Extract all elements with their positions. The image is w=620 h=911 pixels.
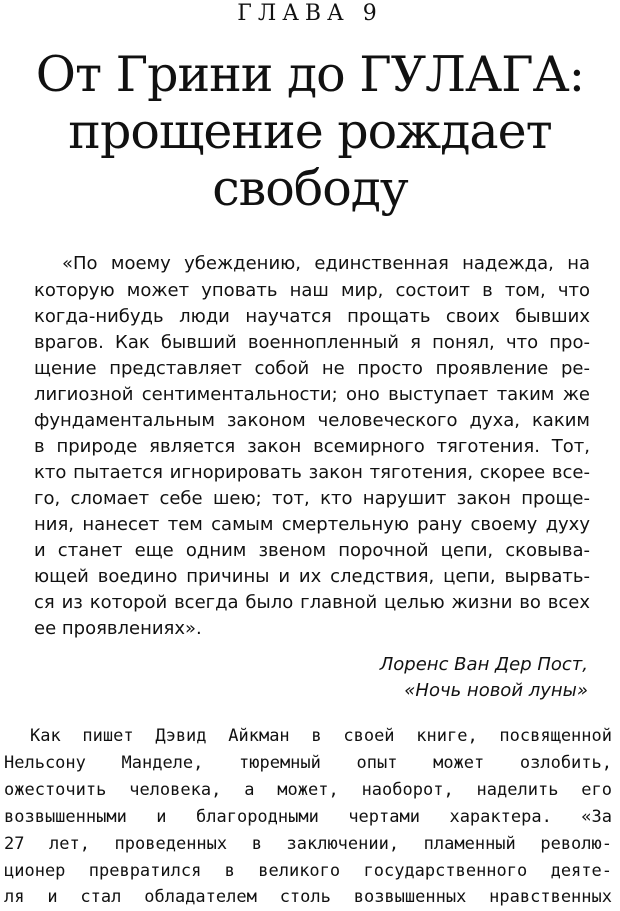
body-line: 27 лет, проведенных в заключении, пламенный револю- [4, 834, 612, 854]
epigraph-source: «Ночь новой луны» [404, 680, 588, 701]
body-line: ционер превратился в великого государственного деяте- [4, 861, 612, 881]
epigraph-line: щение представляет собой не просто проявление ре- [34, 358, 590, 379]
epigraph-line: ее проявлениях». [34, 618, 202, 639]
epigraph-line: в природе является закон всемирного тяготения. Тот, [34, 436, 590, 457]
epigraph-line: которую может уповать наш мир, состоит в том, что [34, 280, 590, 301]
epigraph-line: кто пытается игнорировать закон тяготения, скорее все- [34, 462, 590, 483]
chapter-title-line: прощение рождает [68, 103, 552, 160]
epigraph-line: лигиозной сентиментальности; оно выступает таким же [34, 384, 590, 405]
body-line: Как пишет Дэвид Айкман в своей книге, посвященной [30, 726, 612, 746]
chapter-title-line: свободу [212, 160, 408, 217]
epigraph-line: ния, нанесет тем самым смертельную рану своему духу [34, 514, 590, 535]
epigraph-line: ся из которой всегда было главной целью жизни во всех [34, 592, 590, 613]
body-line: Нельсону Манделе, тюремный опыт может озлобить, [4, 753, 612, 773]
epigraph-line: фундаментальным законом человеческого духа, каким [34, 410, 590, 431]
epigraph-line: го, сломает себе шею; тот, кто нарушит закон проще- [34, 488, 590, 509]
body-line: ля и стал обладателем столь возвышенных нравственных [4, 887, 612, 907]
chapter-heading: ГЛАВА 9 [237, 1, 383, 26]
epigraph-line: когда-нибудь люди научатся прощать своих бывших [34, 306, 590, 327]
epigraph-author: Лоренс Ван Дер Пост, [379, 654, 588, 675]
epigraph-line: врагов. Как бывший военнопленный я понял, что про- [34, 332, 590, 353]
body-line: ожесточить человека, а может, наоборот, наделить его [4, 780, 612, 800]
epigraph-line: «По моему убеждению, единственная надежда, на [62, 253, 590, 274]
body-line: возвышенными и благородными чертами характера. «За [4, 807, 612, 827]
epigraph-line: и станет еще одним звеном порочной цепи, сковыва- [34, 540, 590, 561]
epigraph-line: ющей воедино причины и их следствия, цепи, вырвать- [34, 566, 590, 587]
chapter-title-line: От Грини до ГУЛАГА: [35, 46, 585, 103]
